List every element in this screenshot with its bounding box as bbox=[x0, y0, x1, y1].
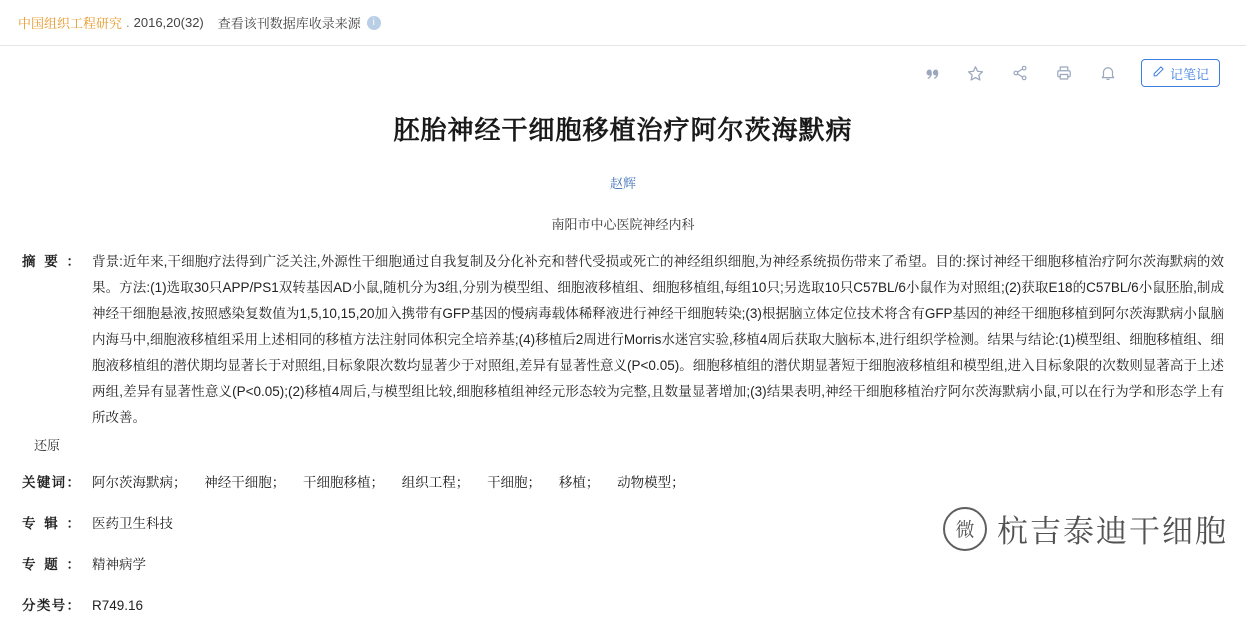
keyword-item[interactable]: 组织工程； bbox=[401, 475, 470, 490]
database-source-link[interactable]: 查看该刊数据库收录来源 bbox=[217, 16, 361, 31]
bell-icon[interactable] bbox=[1093, 58, 1123, 88]
keyword-item[interactable]: 干细胞； bbox=[487, 475, 542, 490]
issue-label: 2016,20(32) bbox=[133, 15, 204, 30]
action-toolbar bbox=[0, 46, 1246, 88]
restore-link[interactable]: 还原 bbox=[34, 438, 61, 453]
abstract-text: 背景:近年来,干细胞疗法得到广泛关注,外源性干细胞通过自我复制及分化补充和替代受损或死亡的神经组织细胞,为神经系统损伤带来了希望。目的:探讨神经干细胞移植治疗阿尔茨海默病的效果。方法:(1)选取30只APP/PS1双转基因AD小鼠,随机分为3组,分别为模型组、细胞液移植组、细胞移植组,每组10只;另选取10只C57BL/6小鼠作为对照组;(2)获取E18的C57BL/6小鼠胚胎,制成神经干细胞悬液,按照感染复数值为1,5,10,15,20加入携带有GFP基因的慢病毒载体稀释液进行神经干细胞转染;(3)根据脑立体定位技术将含有GFP基因的神经干细胞移植到阿尔茨海默病小鼠脑内海马中,细胞液移植组采用上述相同的移植方法注射同体积完全培养基;(4)移植后2周进行Morris水迷宫实验,移植4周后获取大脑标本,进行组织学检测。结果与结论:(1)模型组、细胞移植组、细胞液移植组的潜伏期均显著长于对照组,目标象限次数均显著少于对照组,差异有显著性意义(P<0.05)。细胞移植组的潜伏期显著短于细胞液移植组和模型组,进入目标象限的次数则显著高于上述两组,差异有显著性意义(P<0.05);(2)移植4周后,与模型组比较,细胞移植组神经元形态较为完整,且数量显著增加;(3)结果表明,神经干细胞移植治疗阿尔茨海默病小鼠,可以在行为学和形态学上有所改善。 bbox=[92, 254, 1224, 425]
quote-icon[interactable] bbox=[917, 58, 947, 88]
abstract-row bbox=[22, 249, 1224, 431]
classno-label: 分类号： bbox=[22, 598, 80, 613]
keywords-label: 关键词： bbox=[22, 475, 80, 490]
watermark-text: 杭吉泰迪干细胞 bbox=[997, 514, 1228, 550]
keyword-item[interactable]: 阿尔茨海默病； bbox=[92, 475, 187, 490]
keyword-item[interactable]: 移植； bbox=[558, 475, 600, 490]
journal-name-link[interactable]: 中国组织工程研究 bbox=[18, 16, 123, 31]
collection-value[interactable]: 医药卫生科技 bbox=[92, 516, 173, 531]
info-icon[interactable]: i bbox=[367, 16, 381, 30]
classno-row bbox=[22, 593, 1224, 618]
page-title: 胚胎神经干细胞移植治疗阿尔茨海默病 bbox=[393, 115, 853, 145]
affiliation: 南阳市中心医院神经内科 bbox=[551, 217, 695, 232]
topbar-separator: . bbox=[126, 15, 130, 30]
top-bar bbox=[0, 0, 1246, 46]
abstract-label: 摘要： bbox=[22, 254, 80, 269]
share-icon[interactable] bbox=[1005, 58, 1035, 88]
star-icon[interactable] bbox=[961, 58, 991, 88]
take-note-button[interactable] bbox=[1141, 59, 1220, 87]
author-link[interactable]: 赵辉 bbox=[609, 176, 636, 191]
topic-label: 专题： bbox=[22, 557, 80, 572]
topic-row bbox=[22, 552, 1224, 577]
watermark-logo-icon: 微 bbox=[943, 507, 987, 551]
pencil-icon bbox=[1152, 65, 1165, 81]
print-icon[interactable] bbox=[1049, 58, 1079, 88]
keyword-item[interactable]: 干细胞移植； bbox=[303, 475, 385, 490]
keywords-list bbox=[92, 470, 1224, 495]
collection-label: 专辑： bbox=[22, 516, 80, 531]
classno-value[interactable]: R749.16 bbox=[92, 598, 144, 613]
keyword-item[interactable]: 神经干细胞； bbox=[204, 475, 286, 490]
keyword-item[interactable]: 动物模型； bbox=[617, 475, 685, 490]
collection-row bbox=[22, 511, 1224, 536]
topic-value[interactable]: 精神病学 bbox=[92, 557, 146, 572]
keywords-row bbox=[22, 470, 1224, 495]
article-container bbox=[0, 110, 1246, 618]
take-note-label: 记笔记 bbox=[1169, 66, 1209, 82]
